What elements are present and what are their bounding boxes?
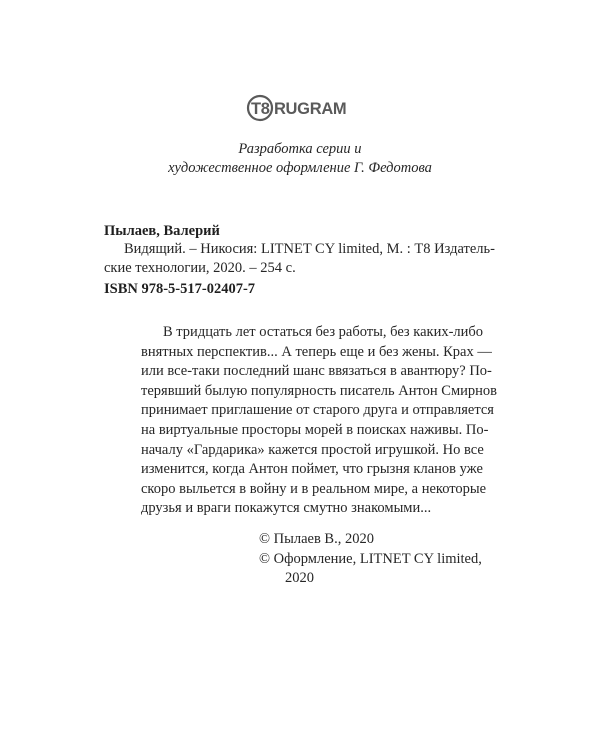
annotation-line-5: принимает приглашение от старого друга и отправляется (141, 402, 494, 419)
copyright-line-1: © Пылаев В., 2020 (259, 531, 374, 547)
annotation (141, 323, 497, 519)
annotation-line-3: или все-таки последний шанс ввязаться в авантюру? По- (141, 363, 492, 380)
copyright-block (259, 530, 482, 589)
publisher-logo (246, 94, 352, 122)
annotation-line-4: терявший былую популярность писатель Антон Смирнов (141, 382, 497, 399)
annotation-line-8: изменится, когда Антон поймет, что грызня кланов уже (141, 461, 483, 478)
bib-line-1: Видящий. – Никосия: LITNET CY limited, М. : Т8 Издатель- (124, 241, 495, 257)
bib-line-2: ские технологии, 2020. – 254 с. (104, 260, 296, 276)
annotation-line-1: В тридцать лет остаться без работы, без каких-либо (163, 324, 484, 340)
annotation-line-7: началу «Гардарика» кажется простой игрушкой. Но все (141, 441, 484, 458)
annotation-line-6: на виртуальные просторы морей в поисках наживы. По- (141, 421, 489, 438)
logo-text: T8 RUGRAM (251, 100, 347, 118)
isbn: ISBN 978-5-517-02407-7 (104, 281, 256, 297)
annotation-line-2: внятных перспектив... А теперь еще и без жены. Крах — (141, 343, 492, 360)
annotation-line-10: друзья и враги покажутся смутно знакомыми... (141, 500, 432, 517)
copyright-line-2: © Оформление, LITNET CY limited, (259, 550, 482, 567)
credits-line-2: художественное оформление Г. Федотова (168, 160, 432, 176)
series-credits (100, 140, 500, 178)
copyright-line-3: 2020 (285, 570, 314, 586)
annotation-line-9: скоро выльется в войну и в реальном мире, а некоторые (141, 480, 487, 497)
credits-line-1: Разработка серии и (238, 141, 362, 157)
bibliographic-record (104, 240, 496, 278)
author-name: Пылаев, Валерий (104, 223, 220, 239)
